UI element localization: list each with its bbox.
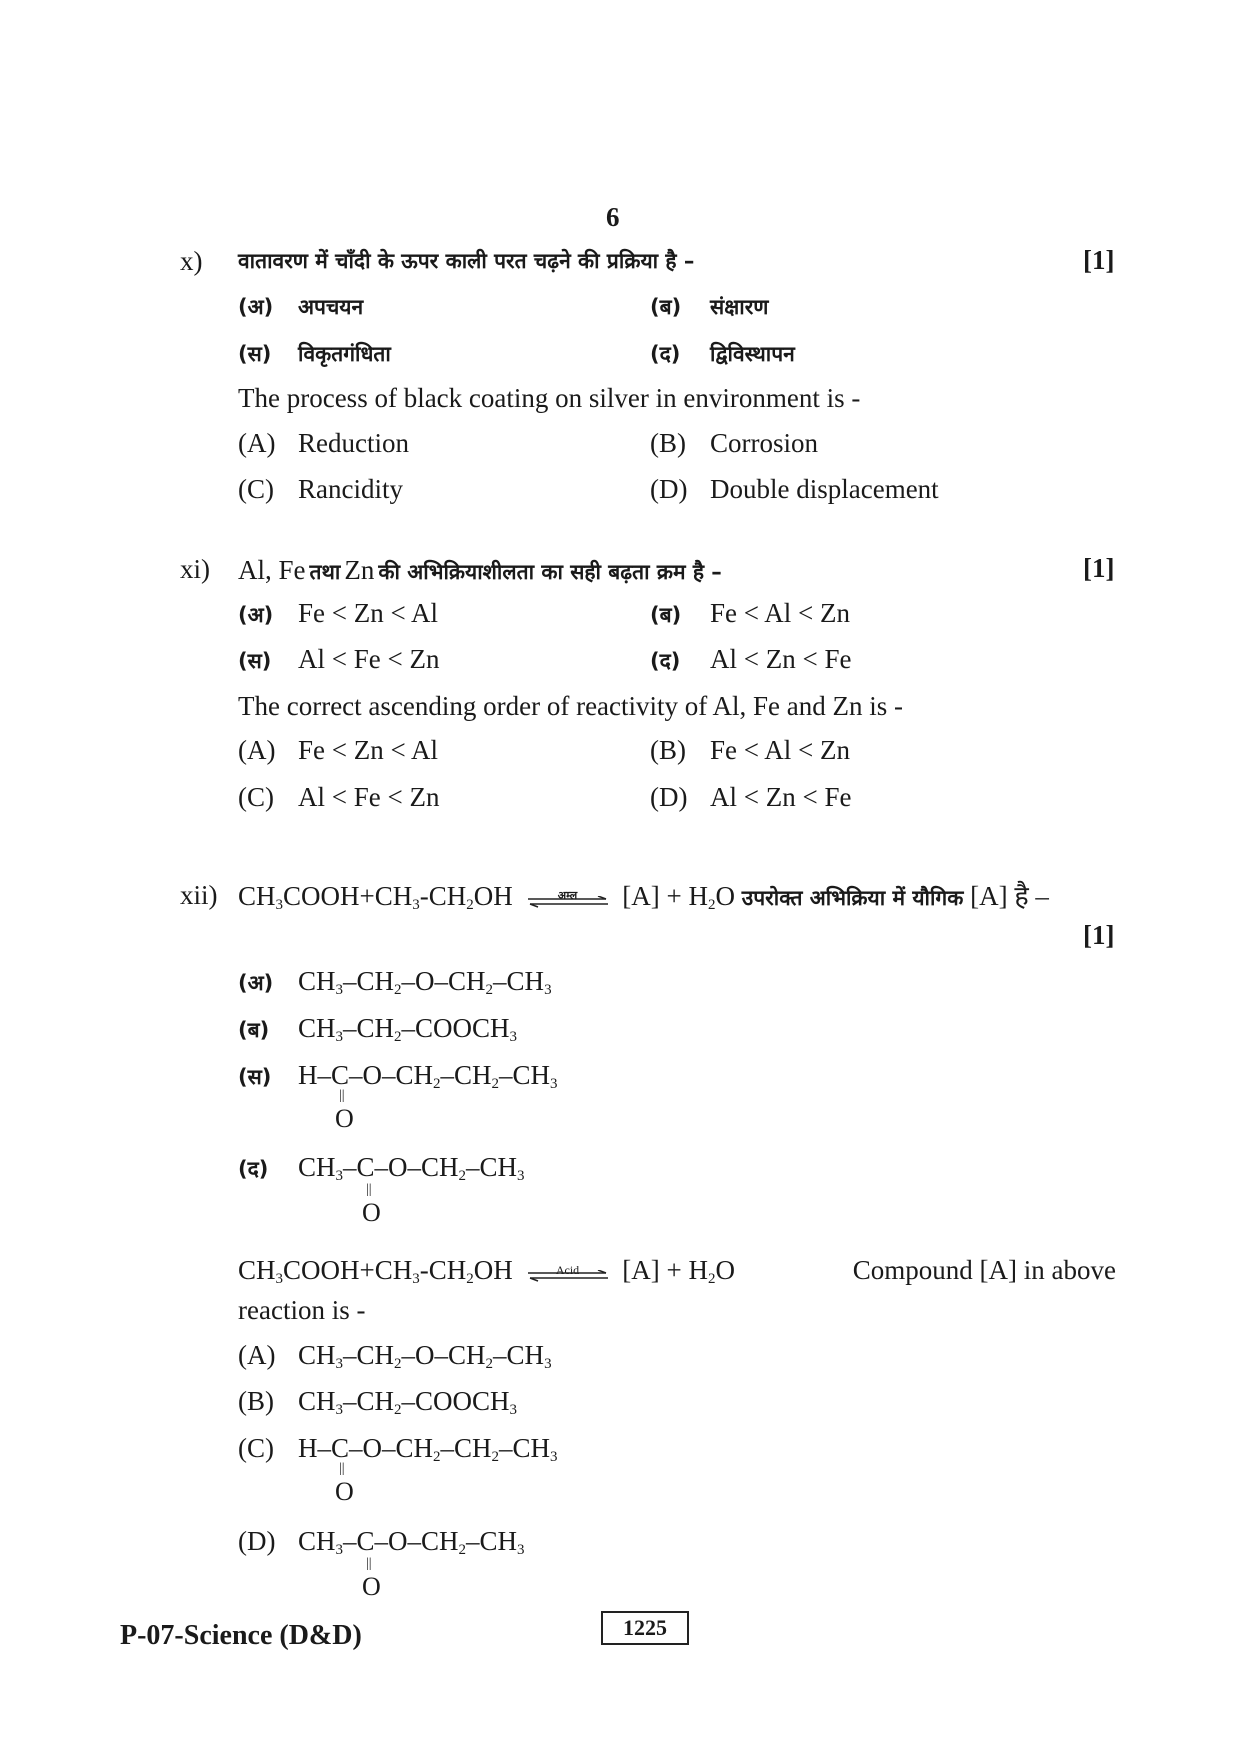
- q10-hindi-option-c: (स) विकृतगंधिता: [238, 342, 391, 366]
- q12-option-a: (A) $CH_3-CH_2-O-CH_2-CH_3$: [238, 1340, 552, 1372]
- q12-hindi-option-c: (स) $H-C-O-CH_2-CH_2-CH_3$: [238, 1060, 558, 1092]
- q10-hindi-option-a: (अ) अपचयन: [238, 295, 364, 319]
- equilibrium-arrow-icon: अम्ल: [528, 884, 608, 914]
- q12-hindi-option-d: (द) $CH_3-C-O-CH_2-CH_3$: [238, 1152, 525, 1184]
- question-12-hindi-equation: $CH_3COOH+CH_3-CH_2OH$ अम्ल $[A] + H_2O$ उपरोक्त अभिक्रिया में यौगिक [A] है –: [238, 881, 1049, 913]
- q12-c-double-bond: ||: [339, 1461, 345, 1476]
- q11-option-d: (D) Al < Zn < Fe: [650, 782, 852, 812]
- question-11-marks: [1]: [1083, 553, 1115, 583]
- q12-hindi-c-oxygen: O: [335, 1104, 354, 1133]
- footer-paper-code: P-07-Science (D&D): [120, 1620, 362, 1651]
- q11-hindi-option-d: (द) Al < Zn < Fe: [650, 644, 852, 674]
- q12-hindi-d-double-bond: ||: [366, 1182, 372, 1197]
- q12-d-double-bond: ||: [366, 1556, 372, 1571]
- q10-option-b: (B) Corrosion: [650, 428, 818, 458]
- question-10-hindi: वातावरण में चाँदी के ऊपर काली परत चढ़ने की प्रक्रिया है –: [238, 249, 695, 273]
- q10-option-d: (D) Double displacement: [650, 474, 939, 504]
- q12-hindi-d-oxygen: O: [362, 1198, 381, 1227]
- q12-option-d: (D) $CH_3-C-O-CH_2-CH_3$: [238, 1526, 525, 1558]
- question-11-english: The correct ascending order of reactivity of Al, Fe and Zn is -: [238, 691, 904, 721]
- q10-hindi-option-b: (ब) संक्षारण: [650, 295, 769, 319]
- question-10-number: x): [180, 246, 203, 276]
- footer-page-code-box: 1225: [601, 1611, 689, 1645]
- q12-hindi-option-a: (अ) $CH_3-CH_2-O-CH_2-CH_3$: [238, 966, 552, 998]
- q11-hindi-option-b: (ब) Fe < Al < Zn: [650, 598, 850, 628]
- q12-hindi-option-b: (ब) $CH_3-CH_2-COOCH_3$: [238, 1013, 518, 1045]
- q12-c-oxygen: O: [335, 1477, 354, 1506]
- q11-hindi-option-c: (स) Al < Fe < Zn: [238, 644, 440, 674]
- q12-option-b: (B) $CH_3-CH_2-COOCH_3$: [238, 1386, 518, 1418]
- q12-d-oxygen: O: [362, 1572, 381, 1601]
- question-11-number: xi): [180, 554, 210, 584]
- q10-hindi-option-d: (द) द्विविस्थापन: [650, 342, 795, 366]
- question-10-marks: [1]: [1083, 245, 1115, 275]
- q10-option-a: (A) Reduction: [238, 428, 409, 458]
- page-number: 6: [606, 202, 620, 232]
- question-11-hindi: Al, Fe तथा Zn की अभिक्रियाशीलता का सही बढ़ता क्रम है –: [238, 555, 722, 585]
- q11-option-a: (A) Fe < Zn < Al: [238, 735, 438, 765]
- q10-option-c: (C) Rancidity: [238, 474, 403, 504]
- q11-option-c: (C) Al < Fe < Zn: [238, 782, 440, 812]
- q11-hindi-option-a: (अ) Fe < Zn < Al: [238, 598, 438, 628]
- q12-hindi-c-double-bond: ||: [339, 1088, 345, 1103]
- q11-option-b: (B) Fe < Al < Zn: [650, 735, 850, 765]
- equilibrium-arrow-icon: Acid: [528, 1258, 608, 1288]
- question-12-english-equation: $CH_3COOH+CH_3-CH_2OH$ Acid $[A] + H_2O$ Compound [A] in above: [238, 1255, 1116, 1287]
- question-12-english-tail: reaction is -: [238, 1295, 366, 1325]
- question-12-marks: [1]: [1083, 920, 1115, 950]
- question-12-number: xii): [180, 880, 218, 910]
- question-10-english: The process of black coating on silver in environment is -: [238, 383, 861, 413]
- q12-option-c: (C) $H-C-O-CH_2-CH_2-CH_3$: [238, 1433, 558, 1465]
